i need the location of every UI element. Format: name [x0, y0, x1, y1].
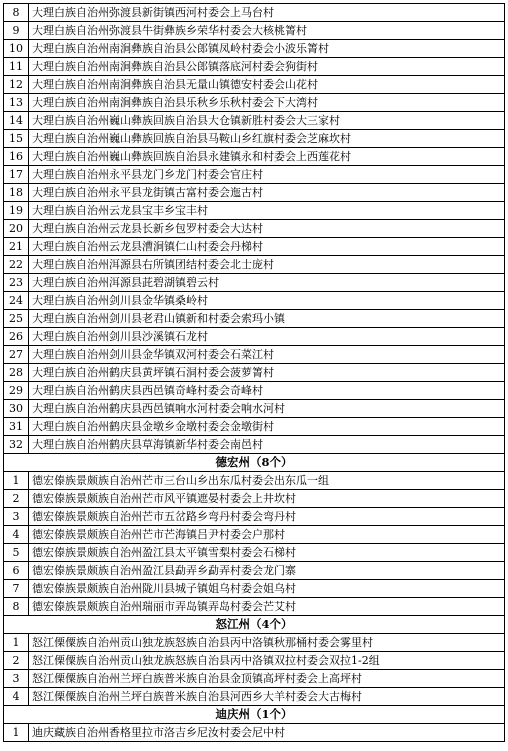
village-name: 大理白族自治州巍山彝族回族自治县马鞍山乡红旗村委会芝麻坎村 [29, 130, 505, 148]
row-number: 6 [4, 562, 29, 580]
village-name: 大理白族自治州南涧彝族自治县乐秋乡乐秋村委会下大湾村 [29, 94, 505, 112]
village-name: 大理白族自治州鹤庆县黄坪镇石洞村委会菠萝箐村 [29, 364, 505, 382]
section-header-row [4, 616, 505, 634]
table-row [4, 310, 505, 328]
section-title: 怒江州（4个） [4, 616, 505, 634]
village-list-body [4, 4, 505, 742]
village-name: 大理白族自治州剑川县金华镇桑岭村 [29, 292, 505, 310]
row-number: 14 [4, 112, 29, 130]
row-number: 30 [4, 400, 29, 418]
row-number: 4 [4, 526, 29, 544]
village-name: 大理白族自治州剑川县沙溪镇石龙村 [29, 328, 505, 346]
table-row [4, 112, 505, 130]
table-row [4, 562, 505, 580]
table-row [4, 364, 505, 382]
row-number: 25 [4, 310, 29, 328]
table-row [4, 58, 505, 76]
row-number: 17 [4, 166, 29, 184]
row-number: 27 [4, 346, 29, 364]
village-name: 德宏傣族景颇族自治州盈江县勐弄乡勐弄村委会龙门寨 [29, 562, 505, 580]
village-name: 大理白族自治州南涧彝族自治县公郎镇落底河村委会狗街村 [29, 58, 505, 76]
row-number: 24 [4, 292, 29, 310]
village-list-table [3, 3, 505, 742]
village-name: 大理白族自治州弥渡县牛街彝族乡荣华村委会大核桃箐村 [29, 22, 505, 40]
table-row [4, 544, 505, 562]
village-name: 德宏傣族景颇族自治州芒市芒海镇吕尹村委会户那村 [29, 526, 505, 544]
row-number: 3 [4, 508, 29, 526]
village-name: 德宏傣族景颇族自治州陇川县城子镇姐乌村委会姐乌村 [29, 580, 505, 598]
table-row [4, 148, 505, 166]
table-row [4, 508, 505, 526]
table-row [4, 166, 505, 184]
row-number: 21 [4, 238, 29, 256]
row-number: 2 [4, 652, 29, 670]
row-number: 20 [4, 220, 29, 238]
table-row [4, 598, 505, 616]
village-name: 德宏傣族景颇族自治州盈江县太平镇雪梨村委会石梯村 [29, 544, 505, 562]
table-row [4, 490, 505, 508]
village-name: 迪庆藏族自治州香格里拉市洛吉乡尼汝村委会尼中村 [29, 724, 505, 742]
village-name: 大理白族自治州云龙县宝丰乡宝丰村 [29, 202, 505, 220]
table-row [4, 4, 505, 22]
village-name: 大理白族自治州云龙县长新乡包罗村委会大达村 [29, 220, 505, 238]
table-row [4, 328, 505, 346]
row-number: 13 [4, 94, 29, 112]
row-number: 16 [4, 148, 29, 166]
table-row [4, 292, 505, 310]
section-title: 迪庆州（1个） [4, 706, 505, 724]
table-row [4, 670, 505, 688]
village-name: 大理白族自治州洱源县右所镇团结村委会北士庞村 [29, 256, 505, 274]
village-name: 大理白族自治州剑川县老君山镇新和村委会索玛小镇 [29, 310, 505, 328]
table-row [4, 238, 505, 256]
table-row [4, 526, 505, 544]
village-name: 怒江傈僳族自治州兰坪白族普米族自治县金顶镇高坪村委会上高坪村 [29, 670, 505, 688]
row-number: 22 [4, 256, 29, 274]
row-number: 18 [4, 184, 29, 202]
table-row [4, 346, 505, 364]
village-name: 大理白族自治州南涧彝族自治县无量山镇德安村委会山花村 [29, 76, 505, 94]
village-name: 怒江傈僳族自治州兰坪白族普米族自治县河西乡大羊村委会大古梅村 [29, 688, 505, 706]
table-row [4, 634, 505, 652]
row-number: 10 [4, 40, 29, 58]
row-number: 5 [4, 544, 29, 562]
village-name: 大理白族自治州永平县龙门乡龙门村委会官庄村 [29, 166, 505, 184]
village-name: 大理白族自治州鹤庆县金墩乡金墩村委会金墩街村 [29, 418, 505, 436]
village-name: 怒江傈僳族自治州贡山独龙族怒族自治县丙中洛镇秋那桶村委会雾里村 [29, 634, 505, 652]
village-name: 大理白族自治州鹤庆县西邑镇奇峰村委会奇峰村 [29, 382, 505, 400]
row-number: 3 [4, 670, 29, 688]
section-header-row [4, 706, 505, 724]
table-row [4, 130, 505, 148]
row-number: 1 [4, 724, 29, 742]
row-number: 11 [4, 58, 29, 76]
table-row [4, 418, 505, 436]
row-number: 26 [4, 328, 29, 346]
table-row [4, 40, 505, 58]
village-name: 大理白族自治州剑川县金华镇双河村委会石菜江村 [29, 346, 505, 364]
table-row [4, 724, 505, 742]
village-name: 大理白族自治州巍山彝族回族自治县永建镇永和村委会上西莲花村 [29, 148, 505, 166]
row-number: 4 [4, 688, 29, 706]
village-name: 大理白族自治州云龙县漕涧镇仁山村委会丹梯村 [29, 238, 505, 256]
section-header-row [4, 454, 505, 472]
table-row [4, 94, 505, 112]
section-title: 德宏州（8个） [4, 454, 505, 472]
row-number: 8 [4, 598, 29, 616]
row-number: 28 [4, 364, 29, 382]
village-name: 德宏傣族景颇族自治州瑞丽市弄岛镇弄岛村委会芒艾村 [29, 598, 505, 616]
village-name: 大理白族自治州弥渡县新街镇西河村委会上马台村 [29, 4, 505, 22]
row-number: 15 [4, 130, 29, 148]
row-number: 9 [4, 22, 29, 40]
row-number: 29 [4, 382, 29, 400]
row-number: 1 [4, 634, 29, 652]
table-row [4, 436, 505, 454]
row-number: 8 [4, 4, 29, 22]
village-name: 大理白族自治州永平县龙街镇古富村委会迤古村 [29, 184, 505, 202]
row-number: 32 [4, 436, 29, 454]
row-number: 31 [4, 418, 29, 436]
village-name: 大理白族自治州南涧彝族自治县公郎镇凤岭村委会小波乐箐村 [29, 40, 505, 58]
village-name: 德宏傣族景颇族自治州芒市风平镇遮晏村委会上井坎村 [29, 490, 505, 508]
row-number: 7 [4, 580, 29, 598]
village-name: 大理白族自治州洱源县茈碧湖镇碧云村 [29, 274, 505, 292]
village-name: 怒江傈僳族自治州贡山独龙族怒族自治县丙中洛镇双拉村委会双拉1-2组 [29, 652, 505, 670]
row-number: 23 [4, 274, 29, 292]
table-row [4, 382, 505, 400]
table-row [4, 580, 505, 598]
table-row [4, 688, 505, 706]
table-row [4, 400, 505, 418]
row-number: 12 [4, 76, 29, 94]
table-row [4, 256, 505, 274]
row-number: 1 [4, 472, 29, 490]
table-row [4, 22, 505, 40]
table-row [4, 184, 505, 202]
village-name: 德宏傣族景颇族自治州芒市五岔路乡弯丹村委会弯丹村 [29, 508, 505, 526]
table-row [4, 220, 505, 238]
table-row [4, 76, 505, 94]
village-name: 德宏傣族景颇族自治州芒市三台山乡出东瓜村委会出东瓜一组 [29, 472, 505, 490]
table-row [4, 652, 505, 670]
table-row [4, 202, 505, 220]
village-name: 大理白族自治州巍山彝族回族自治县大仓镇新胜村委会大三家村 [29, 112, 505, 130]
table-row [4, 274, 505, 292]
row-number: 19 [4, 202, 29, 220]
village-name: 大理白族自治州鹤庆县草海镇新华村委会南邑村 [29, 436, 505, 454]
table-row [4, 472, 505, 490]
village-name: 大理白族自治州鹤庆县西邑镇响水河村委会响水河村 [29, 400, 505, 418]
row-number: 2 [4, 490, 29, 508]
